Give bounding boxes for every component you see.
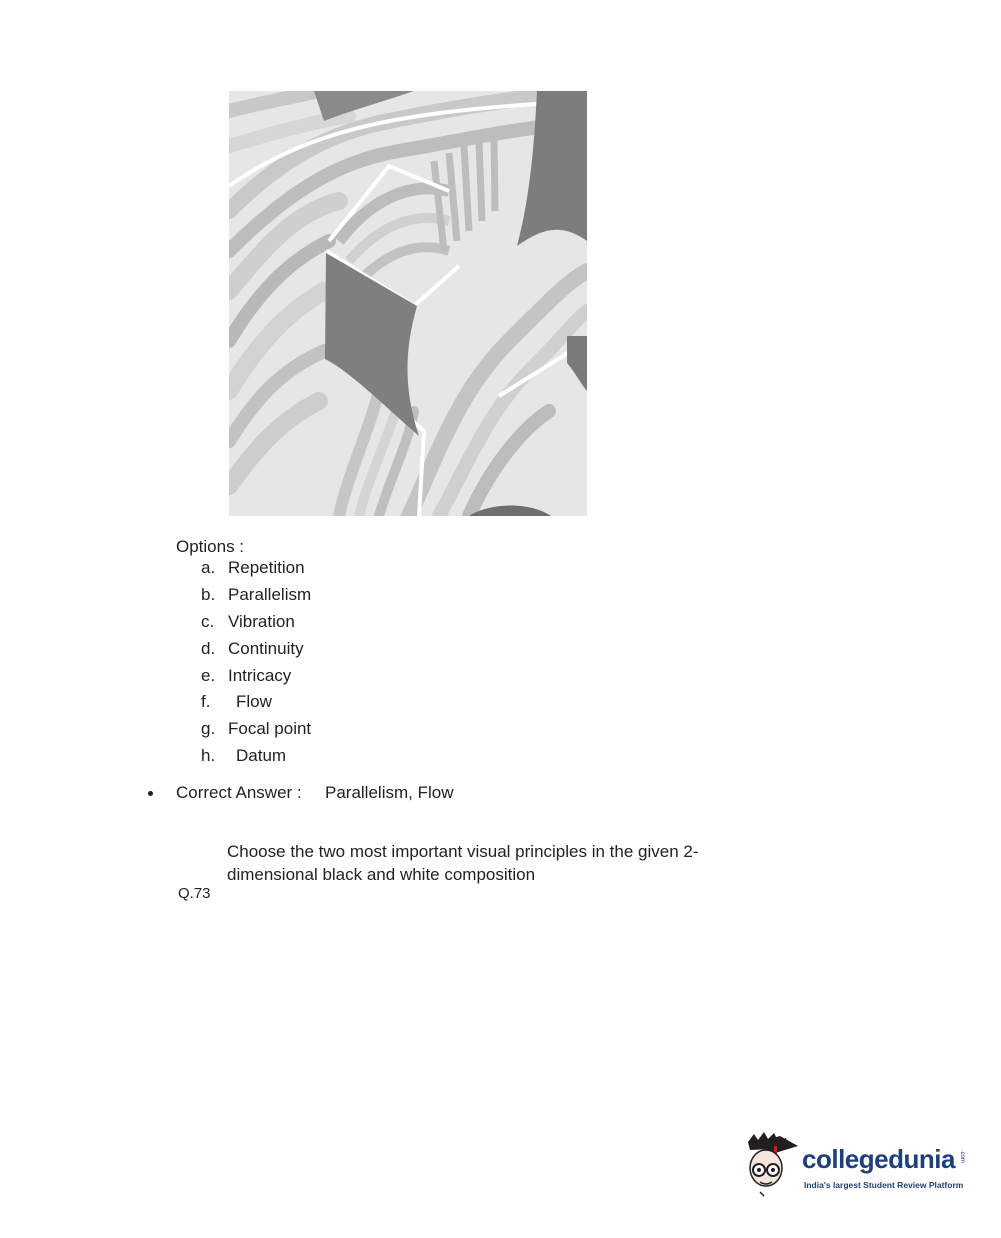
option-letter: d. (201, 639, 216, 658)
option-letter: h. (201, 746, 216, 765)
option-label: Datum (236, 746, 287, 765)
question-text: Choose the two most important visual principles in the given 2-dimensional black and white composition (227, 842, 699, 884)
brand-domain: .com (959, 1150, 965, 1164)
answer-label: Correct Answer : (176, 783, 302, 802)
brand-name: collegedunia (802, 1144, 955, 1174)
bullet-icon (148, 791, 153, 796)
option-letter: c. (201, 612, 215, 631)
option-label: Vibration (228, 612, 295, 631)
option-label: Repetition (228, 558, 305, 577)
option-letter: e. (201, 666, 216, 685)
question-number: Q.73 (178, 885, 211, 902)
option-label: Intricacy (228, 666, 292, 685)
composition-artwork (229, 91, 587, 516)
option-letter: b. (201, 585, 216, 604)
mascot-icon (740, 1128, 800, 1198)
option-label: Flow (236, 692, 272, 711)
answer-value: Parallelism, Flow (325, 783, 454, 802)
option-letter: a. (201, 558, 216, 577)
option-letter: g. (201, 719, 216, 738)
option-letter: f. (201, 692, 211, 711)
options-heading: Options : (176, 537, 245, 556)
collegedunia-logo (740, 1128, 980, 1200)
option-label: Parallelism (228, 585, 312, 604)
brand-tagline: India's largest Student Review Platform (804, 1180, 964, 1190)
option-label: Continuity (228, 639, 304, 658)
option-label: Focal point (228, 719, 312, 738)
